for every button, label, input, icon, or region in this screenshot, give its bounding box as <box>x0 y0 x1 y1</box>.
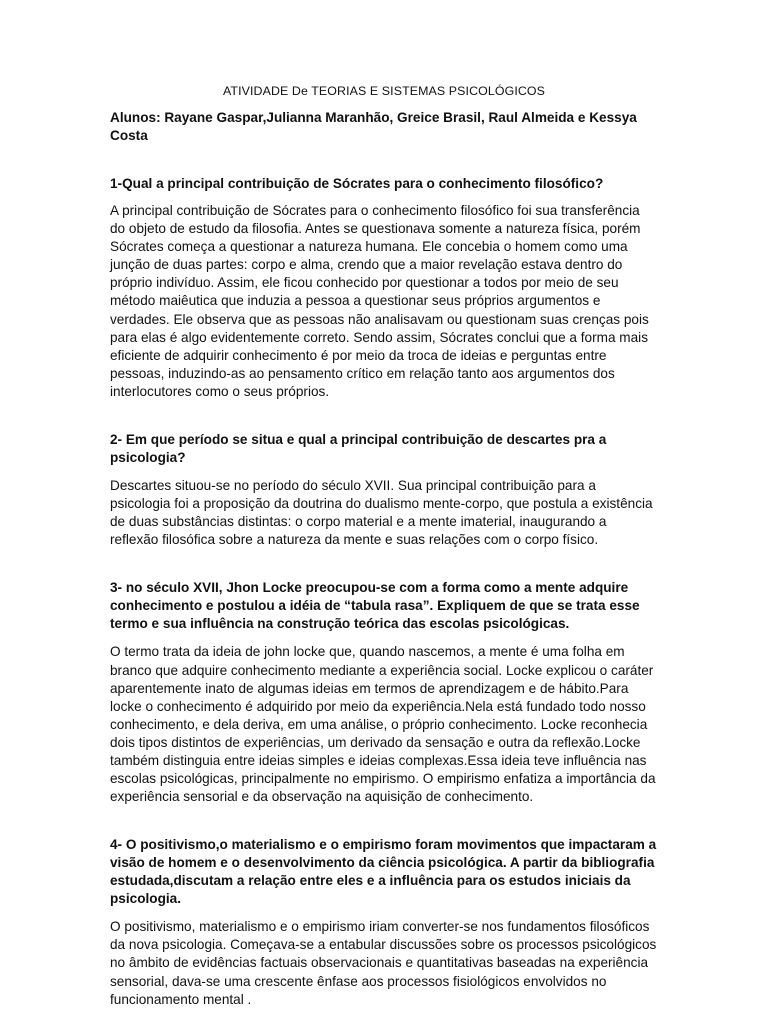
answer-3: O termo trata da ideia de john locke que, quando nascemos, a mente é uma folha em branco que adquire conhecimento mediante a experiência social. Locke explicou o caráter aparentemente inato de algumas ideias em termos de aprendizagem e de hábito.Para locke o conhecimento é adquirido por meio da experiência.Nela está fundado todo nosso conhecimento, e dela deriva, em uma análise, o próprio conhecimento. Locke reconhecia dois tipos distintos de experiências, um derivado da sensação e outra da reflexão.Locke também distinguia entre ideias simples e ideias complexas.Essa ideia teve influência nas escolas psicológicas, principalmente no empirismo. O empirismo enfatiza a importância da experiência sensorial e da observação na aquisição de conhecimento. <box>110 644 656 805</box>
section-4 <box>110 836 658 1008</box>
question-4: 4- O positivismo,o materialismo e o empirismo foram movimentos que impactaram a visão de homem e o desenvolvimento da ciência psicológica. A partir da bibliografia estudada,discutam a relação entre eles e a influência para os estudos iniciais da psicologia. <box>110 837 657 907</box>
answer-1: A principal contribuição de Sócrates para o conhecimento filosófico foi sua transferência do objeto de estudo da filosofia. Antes se questionava somente a natureza física, porém Sócrates começa a questionar a natureza humana. Ele concebia o homem como uma junção de duas partes: corpo e alma, crendo que a maior revelação estava dentro do próprio indivíduo. Assim, ele ficou conhecido por questionar a todos por meio de seu método maiêutica que induzia a pessoa a questionar seus próprios argumentos e verdades. Ele observa que as pessoas não analisavam ou questionam suas crenças pois para elas é algo evidentemente correto. Sendo assim, Sócrates conclui que a forma mais eficiente de adquirir conhecimento é por meio da troca de ideias e perguntas entre pessoas, induzindo-as ao pensamento crítico em relação tanto aos argumentos dos interlocutores como o seus próprios. <box>110 203 649 399</box>
answer-2: Descartes situou-se no período do século XVII. Sua principal contribuição para a psicologia foi a proposição da doutrina do dualismo mente-corpo, que postula a existência de duas substâncias distintas: o corpo material e a mente imaterial, inaugurando a reflexão filosófica sobre a natureza da mente e suas relações com o corpo físico. <box>110 478 653 548</box>
students-line: Alunos: Rayane Gaspar,Julianna Maranhão, Greice Brasil, Raul Almeida e Kessya Costa <box>110 110 637 143</box>
answer-4: O positivismo, materialismo e o empirismo iriam converter-se nos fundamentos filosóficos da nova psicologia. Começava-se a entabular discussões sobre os processos psicológicos no âmbito de evidências factuais observacionais e quantitativas baseadas na experiência sensorial, dava-se uma crescente ênfase aos processos fisiológicos envolvidos no funcionamento mental . <box>110 919 657 1007</box>
section-3 <box>110 579 658 806</box>
section-1 <box>110 175 658 401</box>
question-2: 2- Em que período se situa e qual a principal contribuição de descartes pra a psicologia? <box>110 432 607 466</box>
section-2 <box>110 431 658 549</box>
document-title: ATIVIDADE De TEORIAS E SISTEMAS PSICOLÓGICOS <box>222 84 546 98</box>
question-1: 1-Qual a principal contribuição de Sócrates para o conhecimento filosófico? <box>110 176 604 191</box>
question-3: 3- no século XVII, Jhon Locke preocupou-se com a forma como a mente adquire conhecimento e postulou a idéia de “tabula rasa”. Expliquem de que se trata esse termo e sua influência na construção teórica das escolas psicológicas. <box>110 580 640 632</box>
